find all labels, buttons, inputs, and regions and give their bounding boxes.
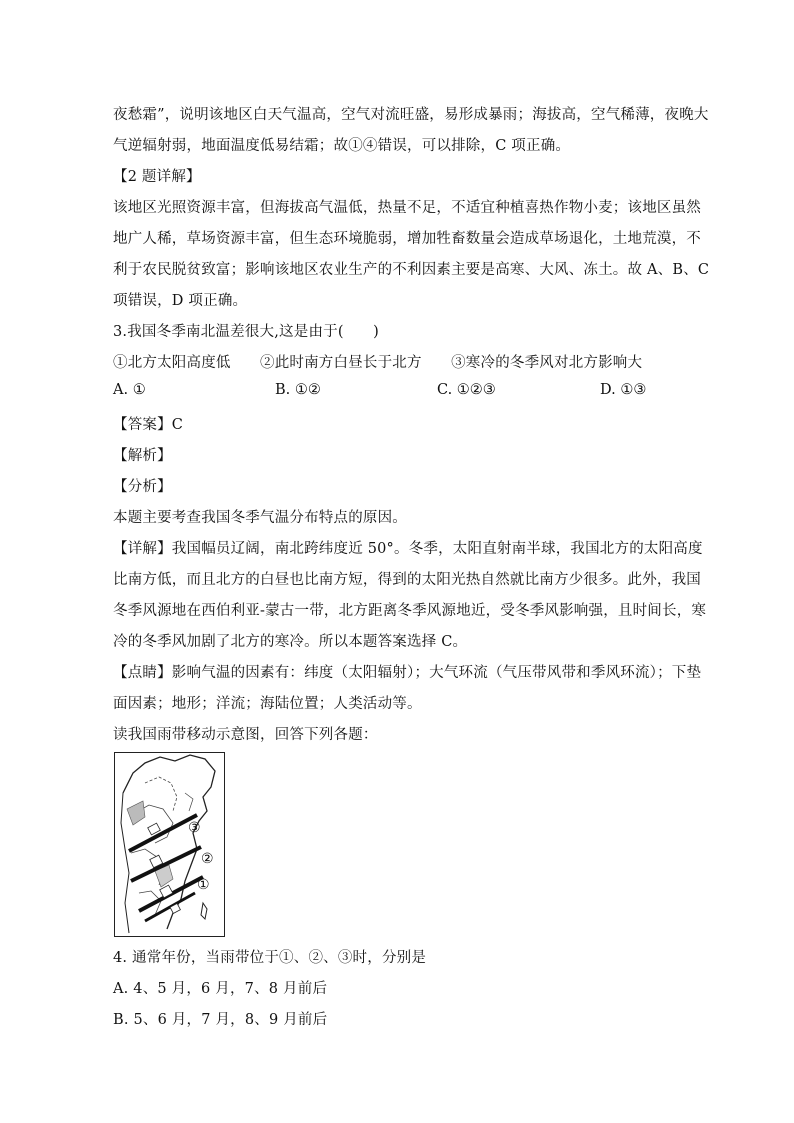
- option-b: B. ①②: [275, 382, 321, 398]
- text-line: 地广人稀，草场资源丰富，但生态环境脆弱，增加牲畜数量会造成草场退化，土地荒漠，不: [113, 231, 701, 247]
- text-line: 项错误，D 项正确。: [113, 293, 248, 309]
- text-line: 利于农民脱贫致富；影响该地区农业生产的不利因素主要是高寒、大风、冻土。故 A、B、C: [113, 262, 710, 278]
- section-heading: 【2 题详解】: [113, 169, 201, 185]
- question-4-stem: 4. 通常年份，当雨带位于①、②、③时，分别是: [113, 950, 427, 966]
- map-drawing: [115, 753, 224, 936]
- text-line: 【详解】我国幅员辽阔，南北跨纬度近 50°。冬季，太阳直射南半球，我国北方的太阳高度: [113, 541, 703, 557]
- section-heading: 【分析】: [113, 479, 172, 495]
- text-line: 冬季风源地在西伯利亚-蒙古一带，北方距离冬季风源地近，受冬季风影响强，且时间长，寒: [113, 603, 707, 619]
- map-intro: 读我国雨带移动示意图，回答下列各题：: [113, 727, 378, 743]
- text-line: 冷的冬季风加剧了北方的寒冷。所以本题答案选择 C。: [113, 634, 468, 650]
- text-line: 该地区光照资源丰富，但海拔高气温低，热量不足，不适宜种植喜热作物小麦；该地区虽然: [113, 200, 701, 216]
- text-line: 比南方低，而且北方的白昼也比南方短，得到的太阳光热自然就比南方少很多。此外，我国: [113, 572, 701, 588]
- map-label-3: ③: [188, 820, 201, 836]
- option-d: D. ①③: [600, 382, 647, 398]
- text-line: 面因素；地形；洋流；海陆位置；人类活动等。: [113, 696, 422, 712]
- option-c: C. ①②③: [437, 382, 496, 398]
- text-line: 气逆辐射弱，地面温度低易结霜；故①④错误，可以排除，C 项正确。: [113, 138, 571, 154]
- section-heading: 【解析】: [113, 448, 172, 464]
- option-a: A. 4、5 月，6 月，7、8 月前后: [113, 981, 328, 997]
- option-a: A. ①: [113, 382, 146, 398]
- rain-belt-map: [114, 752, 225, 937]
- map-label-2: ②: [201, 851, 214, 867]
- answer-label: 【答案】C: [113, 417, 184, 433]
- question-3-stem: 3.我国冬季南北温差很大,这是由于( ): [113, 324, 379, 340]
- option-b: B. 5、6 月，7 月，8、9 月前后: [113, 1012, 328, 1028]
- text-line: 本题主要考查我国冬季气温分布特点的原因。: [113, 510, 407, 526]
- text-line: 【点睛】影响气温的因素有：纬度（太阳辐射）；大气环流（气压带风带和季风环流）；下垫: [113, 665, 702, 681]
- question-3-statements: ①北方太阳高度低 ②此时南方白昼长于北方 ③寒冷的冬季风对北方影响大: [113, 355, 643, 371]
- rain-belt-1: [139, 877, 203, 921]
- map-label-1: ①: [197, 877, 210, 893]
- text-line: 夜愁霜”，说明该地区白天气温高，空气对流旺盛，易形成暴雨；海拔高，空气稀薄，夜晚大: [113, 107, 709, 123]
